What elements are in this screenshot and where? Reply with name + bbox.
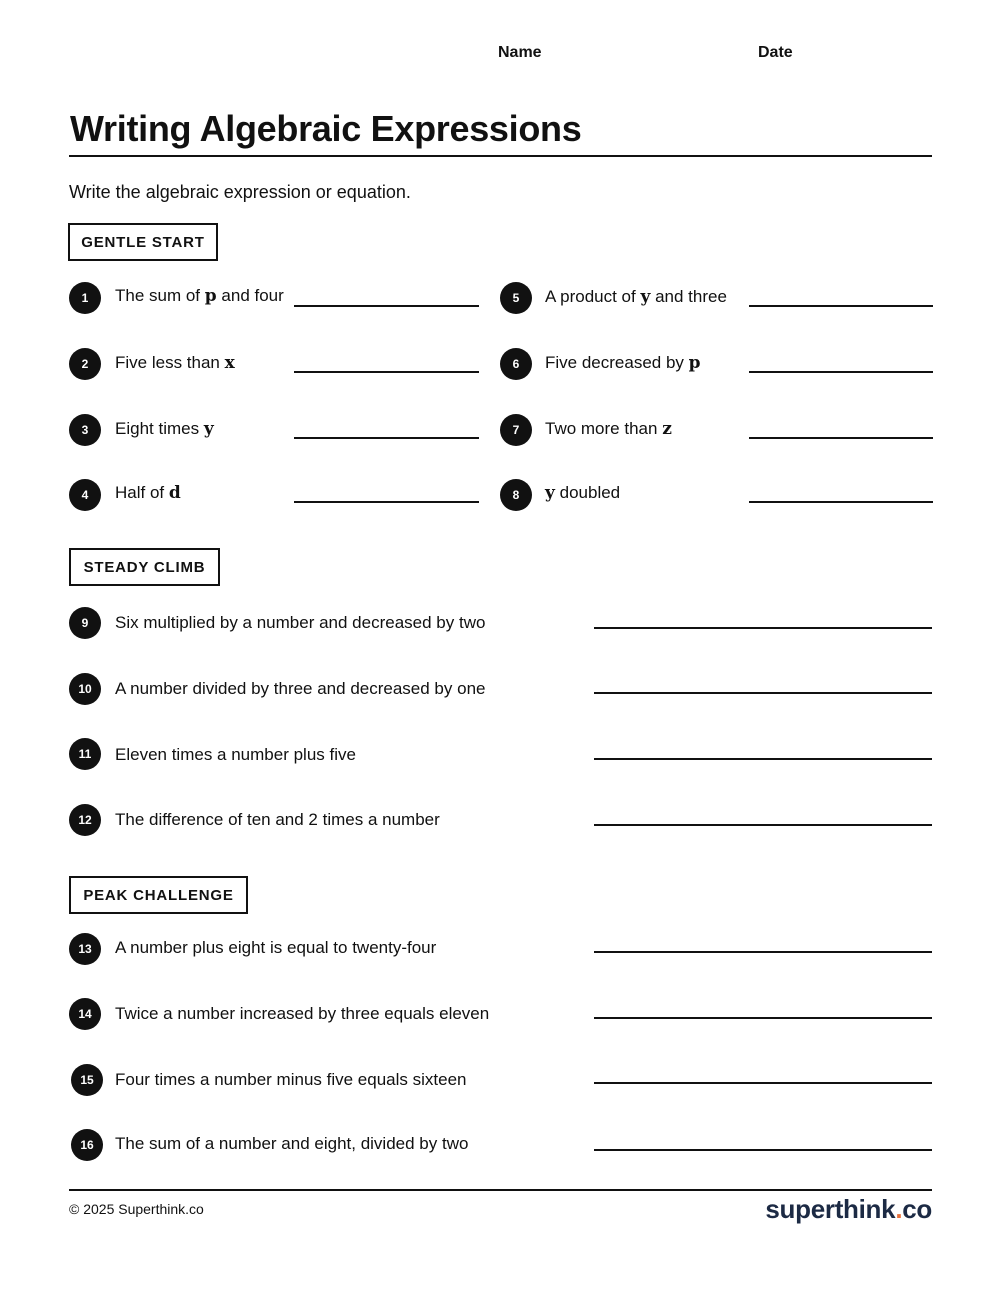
question-number-8: 8 [500,479,532,511]
answer-line-14[interactable] [594,1017,932,1019]
question-number-14: 14 [69,998,101,1030]
answer-line-11[interactable] [594,758,932,760]
footer-divider [69,1189,932,1191]
question-text-2: Five less than x [115,353,235,373]
brand-logo: superthink.co [765,1194,932,1224]
variable: p [204,286,217,306]
variable: y [545,483,555,503]
question-number-6: 6 [500,348,532,380]
answer-line-8[interactable] [749,501,933,503]
variable: y [203,419,214,439]
question-text-3: Eight times y [115,419,214,439]
title-divider [69,155,932,157]
answer-line-9[interactable] [594,627,932,629]
question-text-9: Six multiplied by a number and decreased by two [115,613,486,632]
answer-line-10[interactable] [594,692,932,694]
variable: x [224,353,235,373]
copyright: © 2025 Superthink.co [69,1201,204,1217]
answer-line-6[interactable] [749,371,933,373]
answer-line-3[interactable] [294,437,479,439]
variable: p [688,353,701,373]
question-number-3: 3 [69,414,101,446]
section-peak-challenge: PEAK CHALLENGE [69,876,248,914]
question-text-4: Half of d [115,483,181,503]
question-text-13: A number plus eight is equal to twenty-four [115,938,437,957]
section-gentle-start: GENTLE START [68,223,218,261]
question-number-4: 4 [69,479,101,511]
answer-line-7[interactable] [749,437,933,439]
answer-line-5[interactable] [749,305,933,307]
question-number-7: 7 [500,414,532,446]
question-text-7: Two more than z [545,419,672,439]
date-label: Date [758,44,793,61]
question-text-14: Twice a number increased by three equals eleven [115,1004,490,1023]
question-number-15: 15 [71,1064,103,1096]
question-text-16: The sum of a number and eight, divided by two [115,1134,469,1153]
question-text-8: y doubled [545,483,621,503]
question-number-1: 1 [69,282,101,314]
answer-line-16[interactable] [594,1149,932,1151]
page-title: Writing Algebraic Expressions [70,108,582,149]
question-number-10: 10 [69,673,101,705]
question-number-9: 9 [69,607,101,639]
question-text-6: Five decreased by p [545,353,701,373]
variable: y [640,287,651,307]
question-text-1: The sum of p and four [115,286,284,306]
question-number-11: 11 [69,738,101,770]
variable: d [168,483,181,503]
question-text-5: A product of y and three [545,287,727,307]
answer-line-13[interactable] [594,951,932,953]
question-text-10: A number divided by three and decreased by one [115,679,486,698]
question-number-16: 16 [71,1129,103,1161]
answer-line-15[interactable] [594,1082,932,1084]
answer-line-1[interactable] [294,305,479,307]
answer-line-4[interactable] [294,501,479,503]
question-number-5: 5 [500,282,532,314]
instructions: Write the algebraic expression or equation. [69,182,411,202]
question-text-11: Eleven times a number plus five [115,745,356,764]
question-text-15: Four times a number minus five equals sixteen [115,1070,467,1089]
question-number-2: 2 [69,348,101,380]
section-steady-climb: STEADY CLIMB [69,548,220,586]
variable: z [662,419,672,439]
question-number-13: 13 [69,933,101,965]
question-number-12: 12 [69,804,101,836]
question-text-12: The difference of ten and 2 times a number [115,810,440,829]
answer-line-12[interactable] [594,824,932,826]
answer-line-2[interactable] [294,371,479,373]
name-label: Name [498,44,542,61]
